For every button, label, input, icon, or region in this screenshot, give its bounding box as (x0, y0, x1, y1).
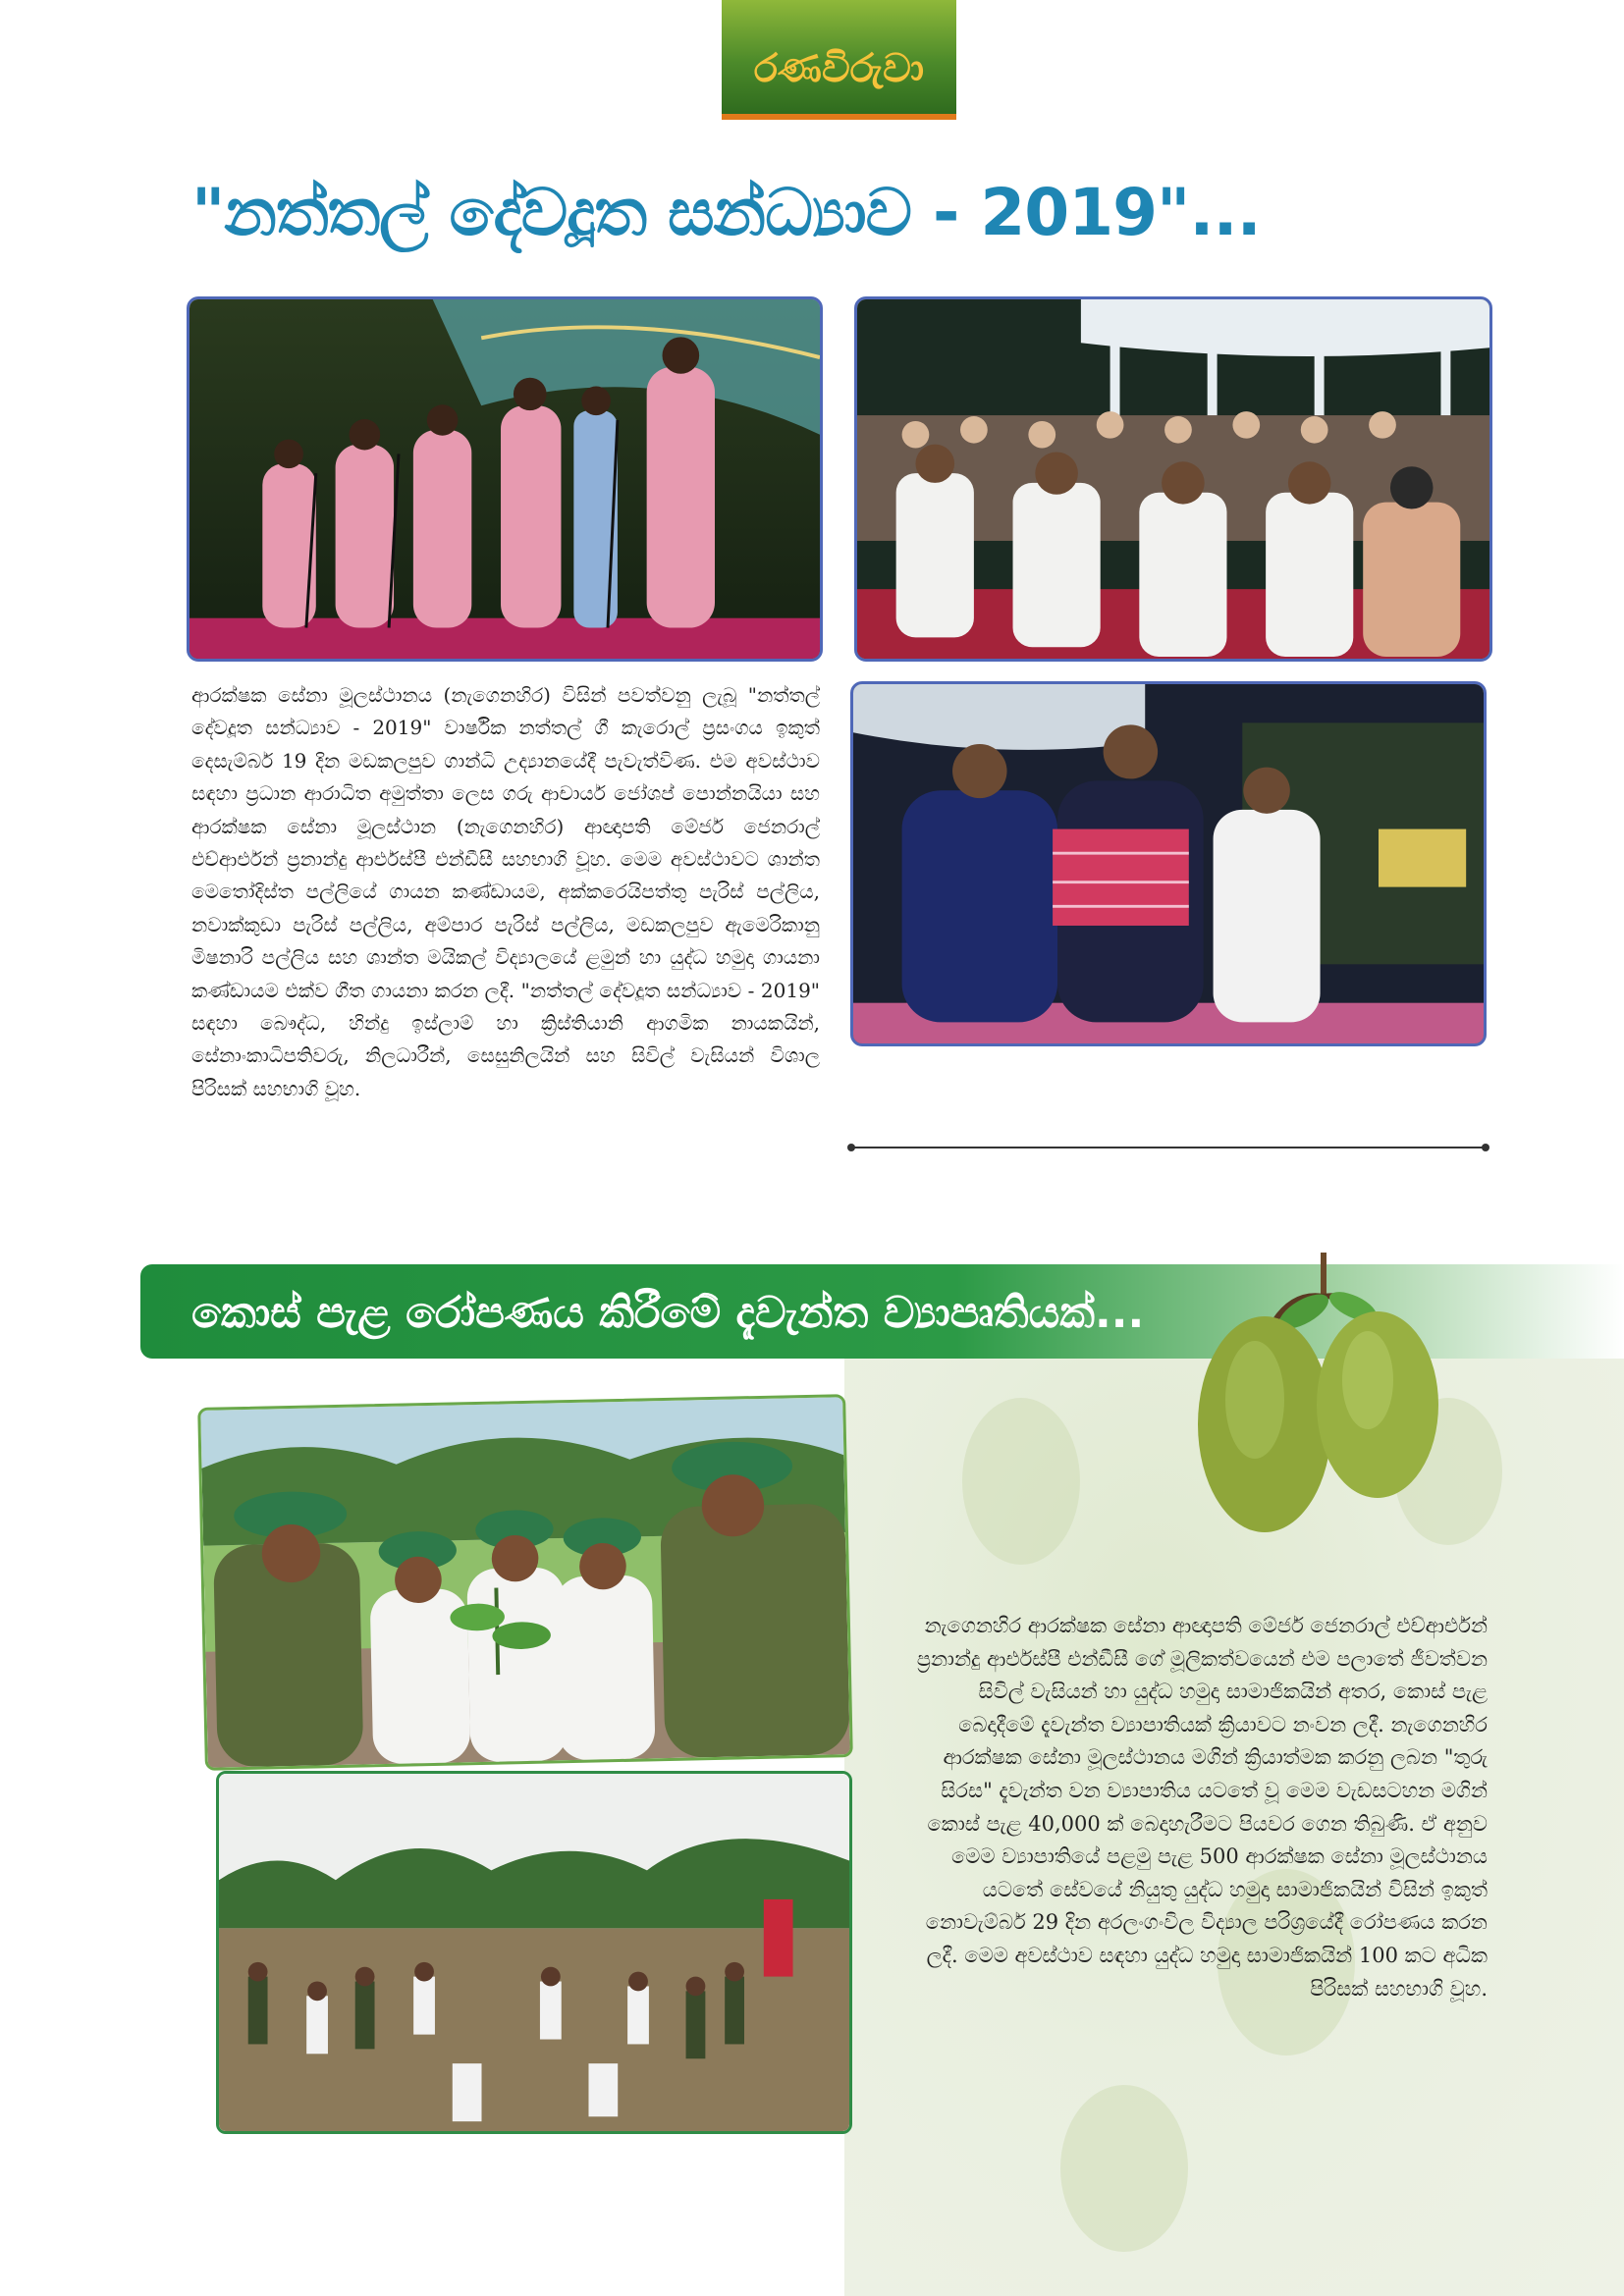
section-divider (850, 1147, 1487, 1148)
jackfruit-image (1176, 1253, 1471, 1547)
article2-title: කොස් පැළ රෝපණය කිරීමේ දැවැන්ත ව්‍යාපෘතියක්... (191, 1288, 1145, 1338)
masthead-label: රණවිරුවා (753, 44, 925, 91)
article2-body: නැගෙනහිර ආරක්ෂක සේනා ආඥාපති මේජර් ජෙනරාල් එච්ආර්එන් ප්‍රනාන්දු ආර්එස්පී එන්ඩීසී ගේ මූලිකත්වයෙන් එම පලාතේ ජීවත්වන සිවිල් වැසියන් හා යුද්ධ හමුදා සාමාජිකයින් අතර, කොස් පැළ බෙදාදීමේ දැවැන්ත ව්‍යාපාතියක් ක්‍රියාවට නංවන ලදී. නැගෙනහිර ආරක්ෂක සේනා මූලස්ථානය මගින් ක්‍රියාත්මක කරනු ලබන "තුරු සිරස" දැවැන්ත වන ව්‍යාපාතිය යටතේ වූ මෙම වැඩසටහන මගින් කොස් පැළ 40,000 ක් බෙදාහැරීමට පියවර ගෙන තිබුණි. ඒ අනුව මෙම ව්‍යාපාතියේ පළමු පැළ 500 ආරක්ෂක සේනා මූලස්ථානය යටතේ සේවයේ නියුතු යුද්ධ හමුදා සාමාජිකයින් විසින් ඉකුත් නොවැම්බර් 29 දින අරලංගංවිල විද්‍යාල පරිශ්‍රයේදී රෝපණය කරන ලදී. මෙම අවස්ථාව සඳහා යුද්ධ හමුදා සාමාජිකයින් 100 කට අධික පිරිසක් සහභාගි වූහ. (916, 1614, 1488, 2001)
photo-planting-field (216, 1771, 852, 2134)
photo-gift-presentation (850, 681, 1487, 1046)
photo-choir-stage (187, 296, 823, 662)
article1-body: ආරක්ෂක සේනා මූලස්ථානය (නැගෙනහිර) විසින් පවත්වනු ලැබූ "නත්තල් දේවදූත සන්ධ්‍යාව - 2019" වාර්ෂික නත්තල් ගී කැරොල් ප්‍රසංගය ඉකුත් දෙසැම්බර් 19 දින මඩකලපුව ගාන්ධි උද්‍යානයේදී පැවැත්විණ. එම අවස්ථාව සඳහා ප්‍රධාන ආරාධිත අමුත්තා ලෙස ගරු ආචාර්ය ජෝශප් පොන්නයියා සහ ආරක්ෂක සේනා මූලස්ථාන (නැගෙනහිර) ආඥාපති මේජර් ජෙනරාල් එච්ආර්එන් ප්‍රනාන්දු ආර්එස්පී එන්ඩීසී සහභාගි වූහ. මෙම අවස්ථාවට ශාන්ත මෙතෝදිස්ත පල්ලියේ ගායන කණ්ඩායම, අක්කරෙයිපත්තු පැරිස් පල්ලිය, නවාක්කුඩා පැරිස් පල්ලිය, අම්පාර පැරිස් පල්ලිය, මඩකලපුව ඇමෙරිකානු මිෂනාරි පල්ලිය සහ ශාන්ත මයිකල් විද්‍යාලයේ ළමුන් හා යුද්ධ හමුදා ගායනා කණ්ඩායම එක්ව ගීත ගායනා කරන ලදී. "නත්තල් දේවදූත සන්ධ්‍යාව - 2019" සඳහා බෞද්ධ, හින්දු ඉස්ලාම් හා ක්‍රිස්තියානි ආගමික නායකයින්, සේනාංකාධිපතිවරු, නිලධාරීන්, සෙසුනිලයින් සහ සිවිල් වැසියන් විශාල පිරිසක් සහභාගි වූහ. (191, 683, 820, 1100)
article1-title: "නත්තල් දේවදූත සන්ධ්‍යාව - 2019"... (191, 175, 1261, 250)
masthead-tab (722, 0, 956, 120)
photo-tree-planting-closeup (197, 1394, 853, 1771)
photo-audience (854, 296, 1492, 662)
